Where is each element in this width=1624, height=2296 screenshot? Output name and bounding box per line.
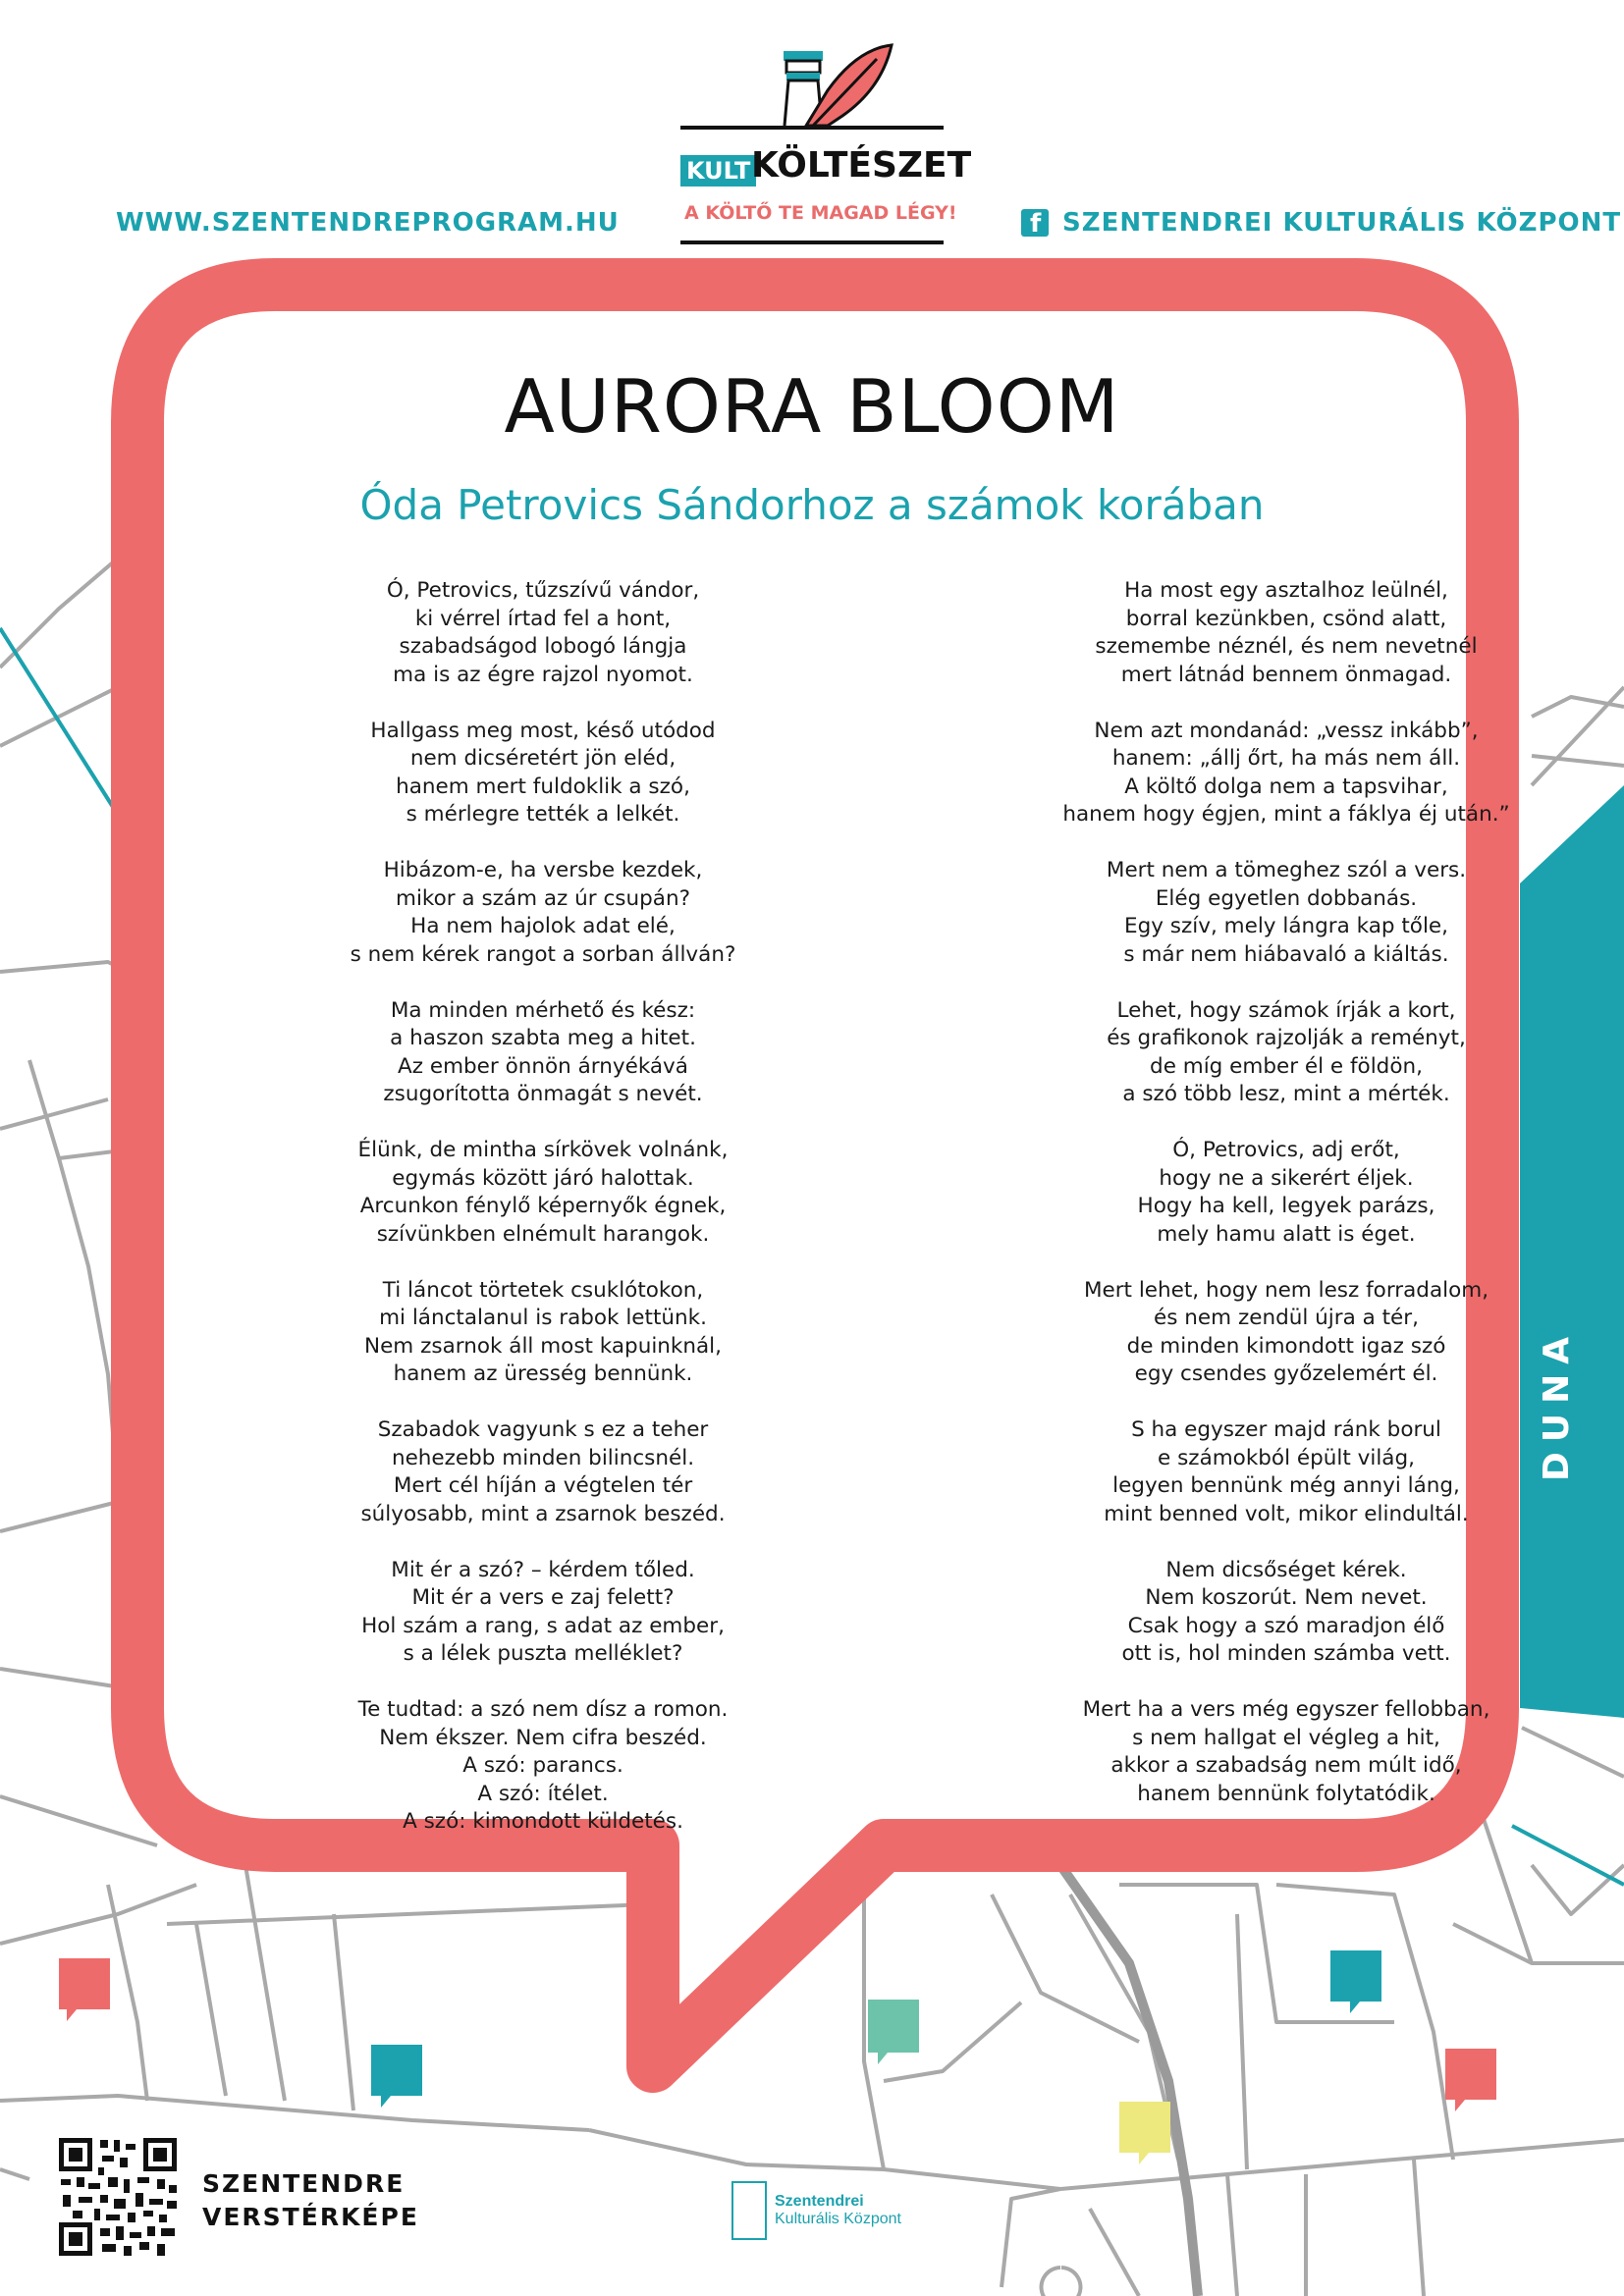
poem-line: Egy szív, mely lángra kap tőle, xyxy=(1124,914,1448,938)
poem-line: szemembe néznél, és nem nevetnél xyxy=(1095,634,1478,659)
map-title xyxy=(202,2167,419,2234)
poem-line: Hogy ha kell, legyek parázs, xyxy=(1137,1194,1435,1218)
poem-line: egymás között járó halottak. xyxy=(392,1165,694,1191)
poem-line: ott is, hol minden számba vett. xyxy=(1121,1641,1451,1666)
poem-line: ki vérrel írtad fel a hont, xyxy=(414,606,672,631)
poem-stanza xyxy=(239,997,847,1109)
map-title-line1: SZENTENDRE xyxy=(202,2169,406,2198)
map-marker-red-left xyxy=(59,1958,110,2021)
poem-stanza xyxy=(982,1416,1591,1528)
river-label: DUNA xyxy=(1537,1326,1577,1481)
poem-stanza xyxy=(982,1137,1591,1249)
map-marker-red-right xyxy=(1445,2049,1496,2111)
poem-line: zsugorította önmagát s nevét. xyxy=(383,1082,703,1106)
facebook-label: SZENTENDREI KULTURÁLIS KÖZPONT xyxy=(1062,208,1622,238)
poem-line: Nem azt mondanád: „vessz inkább”, xyxy=(1094,718,1479,743)
poem-line: Nem ékszer. Nem cifra beszéd. xyxy=(379,1725,707,1750)
poem-stanza xyxy=(239,1557,847,1669)
poem-column-right xyxy=(982,577,1591,1837)
poem-stanza xyxy=(239,1137,847,1249)
poem-line: Szabadok vagyunk s ez a teher xyxy=(377,1417,709,1442)
poem-line: Ó, Petrovics, adj erőt, xyxy=(1172,1138,1400,1162)
poem-line: Hallgass meg most, késő utódod xyxy=(370,718,716,743)
poem-column-left xyxy=(239,577,847,1864)
poem-line: mikor a szám az úr csupán? xyxy=(396,885,690,911)
poem-line: Ha nem hajolok adat elé, xyxy=(410,914,676,938)
poem-stanza xyxy=(239,1696,847,1837)
poem-line: Mert ha a vers még egyszer fellobban, xyxy=(1082,1697,1490,1722)
poem-line: Csak hogy a szó maradjon élő xyxy=(1127,1613,1445,1638)
poem-line: Hibázom-e, ha versbe kezdek, xyxy=(383,858,703,882)
poem-line: Lehet, hogy számok írják a kort, xyxy=(1116,997,1456,1023)
website-link[interactable]: WWW.SZENTENDREPROGRAM.HU xyxy=(116,208,620,238)
map-marker-mint xyxy=(868,2000,919,2064)
poem-line: Az ember önnön árnyékává xyxy=(398,1053,688,1079)
main-road xyxy=(1060,1865,1198,2296)
map-title-line2: VERSTÉRKÉPE xyxy=(202,2203,419,2231)
poem-line: Ó, Petrovics, tűzszívű vándor, xyxy=(386,578,700,603)
poem-line: s már nem hiábavaló a kiáltás. xyxy=(1123,941,1449,967)
poem-line: Ha most egy asztalhoz leülnél, xyxy=(1124,578,1448,603)
poem-line: A szó: ítélet. xyxy=(477,1781,609,1806)
qr-code[interactable] xyxy=(59,2138,177,2256)
org-logo-icon xyxy=(731,2181,767,2240)
poem-stanza xyxy=(239,1277,847,1389)
poem-line: Ma minden mérhető és kész: xyxy=(390,997,696,1023)
logo-kult-badge: KULT xyxy=(680,155,756,187)
logo-tagline: A KÖLTŐ TE MAGAD LÉGY! xyxy=(684,202,957,224)
poem-line: hanem hogy égjen, mint a fáklya éj után.” xyxy=(1062,802,1510,827)
poem-line: akkor a szabadság nem múlt idő, xyxy=(1110,1753,1462,1778)
org-name-line1: Szentendrei xyxy=(775,2193,864,2210)
poem-line: hanem bennünk folytatódik. xyxy=(1137,1781,1435,1806)
poem-line: hanem mert fuldoklik a szó, xyxy=(396,774,690,799)
poem-line: Mert lehet, hogy nem lesz forradalom, xyxy=(1083,1277,1489,1303)
poem-line: Nem koszorút. Nem nevet. xyxy=(1145,1585,1428,1610)
river-bank-line xyxy=(0,628,118,815)
poem-line: mi lánctalanul is rabok lettünk. xyxy=(379,1306,707,1330)
poem-stanza xyxy=(982,1277,1591,1389)
facebook-icon xyxy=(1021,209,1049,237)
poem-line: Mit ér a szó? – kérdem tőled. xyxy=(391,1557,695,1582)
poem-line: szabadságod lobogó lángja xyxy=(399,634,687,659)
poem-line: Nem dicsőséget kérek. xyxy=(1165,1557,1407,1582)
poem-author: AURORA BLOOM xyxy=(504,363,1120,450)
poem-line: s mérlegre tették a lelkét. xyxy=(406,802,680,827)
map-marker-teal-right xyxy=(1330,1950,1381,2013)
poem-line: a haszon szabta meg a hitet. xyxy=(390,1026,696,1050)
poem-line: legyen bennünk még annyi láng, xyxy=(1112,1473,1460,1498)
poem-line: Elég egyetlen dobbanás. xyxy=(1155,885,1418,911)
poem-line: egy csendes győzelemért él. xyxy=(1134,1362,1438,1386)
poem-line: nehezebb minden bilincsnél. xyxy=(391,1445,695,1470)
poem-line: ma is az égre rajzol nyomot. xyxy=(393,662,693,687)
poem-line: de minden kimondott igaz szó xyxy=(1126,1333,1446,1359)
poem-line: mint benned volt, mikor elindultál. xyxy=(1104,1501,1469,1526)
poem-line: A szó: parancs. xyxy=(462,1753,623,1778)
poem-stanza xyxy=(982,577,1591,689)
footer-org-logo xyxy=(731,2181,901,2240)
poem-line: Hol szám a rang, s adat az ember, xyxy=(361,1613,725,1638)
poem-line: s a lélek puszta melléklet? xyxy=(403,1641,683,1666)
poem-line: nem dicséretért jön eléd, xyxy=(409,746,677,771)
poem-line: hanem az üresség bennünk. xyxy=(393,1362,693,1386)
poem-line: Nem zsarnok áll most kapuinknál, xyxy=(364,1333,722,1359)
poem-stanza xyxy=(982,1696,1591,1808)
poem-line: e számokból épült világ, xyxy=(1158,1445,1415,1470)
poem-line: mely hamu alatt is éget. xyxy=(1157,1221,1416,1247)
poem-line: Ti láncot törtetek csuklótokon, xyxy=(382,1277,704,1303)
poem-line: de míg ember él e földön, xyxy=(1150,1053,1423,1079)
poem-line: borral kezünkben, csönd alatt, xyxy=(1125,606,1447,631)
poem-line: és nem zendül újra a tér, xyxy=(1154,1306,1419,1330)
map-marker-teal-left xyxy=(371,2045,422,2108)
poem-stanza xyxy=(982,718,1591,829)
poem-line: Arcunkon fénylő képernyők égnek, xyxy=(359,1194,727,1218)
logo-kolteszet: KÖLTÉSZET xyxy=(751,145,972,186)
poem-line: Mert nem a tömeghez szól a vers. xyxy=(1106,858,1467,882)
poem-line: Mit ér a vers e zaj felett? xyxy=(411,1585,675,1610)
poem-title: Óda Petrovics Sándorhoz a számok korában xyxy=(359,481,1265,529)
poem-line: S ha egyszer majd ránk borul xyxy=(1131,1417,1441,1442)
poem-line: Mert cél híján a végtelen tér xyxy=(393,1473,693,1498)
poem-stanza xyxy=(982,997,1591,1109)
poem-line: hogy ne a sikerért éljek. xyxy=(1159,1165,1414,1191)
map-marker-yellow xyxy=(1119,2102,1170,2164)
poem-line: szívünkben elnémult harangok. xyxy=(376,1221,710,1247)
poem-line: Élünk, de mintha sírkövek volnánk, xyxy=(357,1138,729,1162)
poem-stanza xyxy=(982,857,1591,969)
poem-line: A szó: kimondott küldetés. xyxy=(403,1809,683,1834)
poem-line: a szó több lesz, mint a mérték. xyxy=(1122,1082,1450,1106)
poem-line: s nem kérek rangot a sorban állván? xyxy=(350,941,736,967)
poem-line: hanem: „állj őrt, ha más nem áll. xyxy=(1111,746,1461,771)
org-name-line2: Kulturális Központ xyxy=(775,2211,901,2227)
poem-line: s nem hallgat el végleg a hit, xyxy=(1132,1725,1440,1750)
poem-line: és grafikonok rajzolják a reményt, xyxy=(1107,1026,1466,1050)
kult-kolteszet-logo xyxy=(680,39,972,245)
facebook-link[interactable] xyxy=(1021,208,1621,238)
poem-stanza xyxy=(982,1557,1591,1669)
poem-stanza xyxy=(239,857,847,969)
poem-line: mert látnád bennem önmagad. xyxy=(1120,662,1452,687)
poem-line: A költő dolga nem a tapsvihar, xyxy=(1124,774,1448,799)
poem-stanza xyxy=(239,577,847,689)
poem-stanza xyxy=(239,718,847,829)
poem-line: Te tudtad: a szó nem dísz a romon. xyxy=(357,1697,729,1722)
poem-line: súlyosabb, mint a zsarnok beszéd. xyxy=(360,1501,726,1526)
poem-stanza xyxy=(239,1416,847,1528)
